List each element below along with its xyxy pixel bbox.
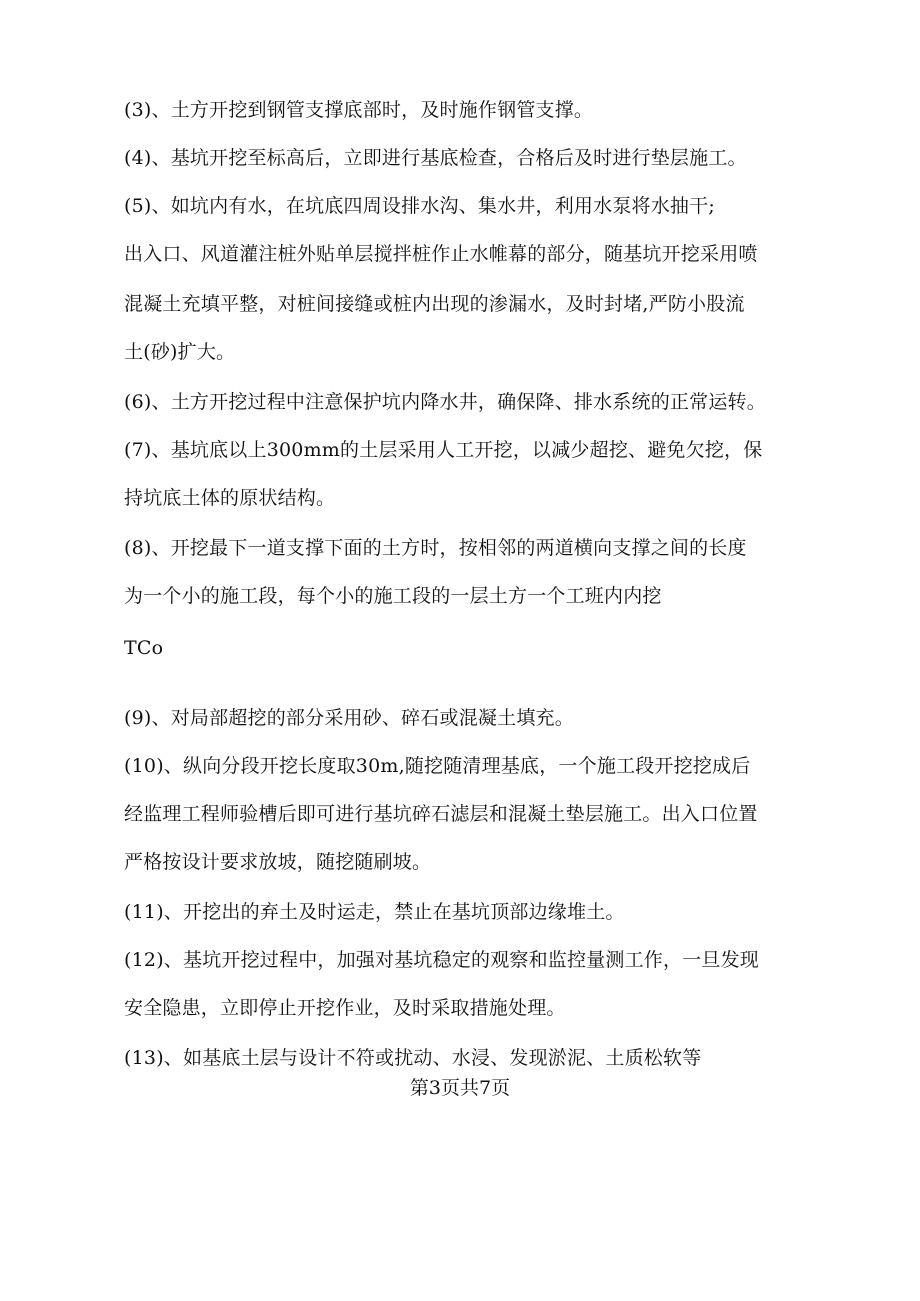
text-line: (7)、基坑底以上300mm的土层采用人工开挖，以减少超挖、避免欠挖，保: [124, 439, 763, 461]
text-line: (11)、开挖出的弃土及时运走，禁止在基坑顶部边缘堆土。: [124, 901, 625, 923]
text-line: 持坑底土体的原状结构。: [124, 487, 336, 509]
text-line: (9)、对局部超挖的部分采用砂、碎石或混凝土填充。: [124, 707, 574, 729]
text-line: (5)、如坑内有水，在坑底四周设排水沟、集水井，利用水泵将水抽干;: [124, 195, 715, 217]
text-line: 混凝土充填平整，对桩间接缝或桩内出现的渗漏水，及时封堵,严防小股流: [124, 293, 745, 315]
text-line: 严格按设计要求放坡，随挖随刷坡。: [124, 851, 432, 873]
page-footer: 第3页共7页: [409, 1077, 511, 1099]
text-line: TCo: [124, 637, 164, 659]
text-line: (12)、基坑开挖过程中，加强对基坑稳定的观察和监控量测工作，一旦发现: [124, 949, 760, 971]
text-line: 土(砂)扩大。: [124, 341, 236, 363]
text-line: (6)、土方开挖过程中注意保护坑内降水井，确保降、排水系统的正常运转。: [124, 391, 766, 413]
text-line: (4)、基坑开挖至标高后，立即进行基底检查，合格后及时进行垫层施工。: [124, 147, 747, 169]
text-line: (8)、开挖最下一道支撑下面的土方时，按相邻的两道横向支撑之间的长度: [124, 537, 747, 559]
text-line: (13)、如基底土层与设计不符或扰动、水浸、发现淤泥、土质松软等: [124, 1047, 702, 1069]
text-line: 为一个小的施工段，每个小的施工段的一层土方一个工班内内挖: [124, 585, 662, 607]
text-line: 经监理工程师验槽后即可进行基坑碎石滤层和混凝土垫层施工。出入口位置: [124, 803, 758, 825]
text-line: (10)、纵向分段开挖长度取30m,随挖随清理基底，一个施工段开挖挖成后: [124, 755, 751, 777]
text-line: 出入口、风道灌注桩外贴单层搅拌桩作止水帷幕的部分，随基坑开挖采用喷: [124, 243, 758, 265]
text-line: (3)、土方开挖到钢管支撑底部时，及时施作钢管支撑。: [124, 99, 594, 121]
text-line: 安全隐患，立即停止开挖作业，及时采取措施处理。: [124, 997, 566, 1019]
